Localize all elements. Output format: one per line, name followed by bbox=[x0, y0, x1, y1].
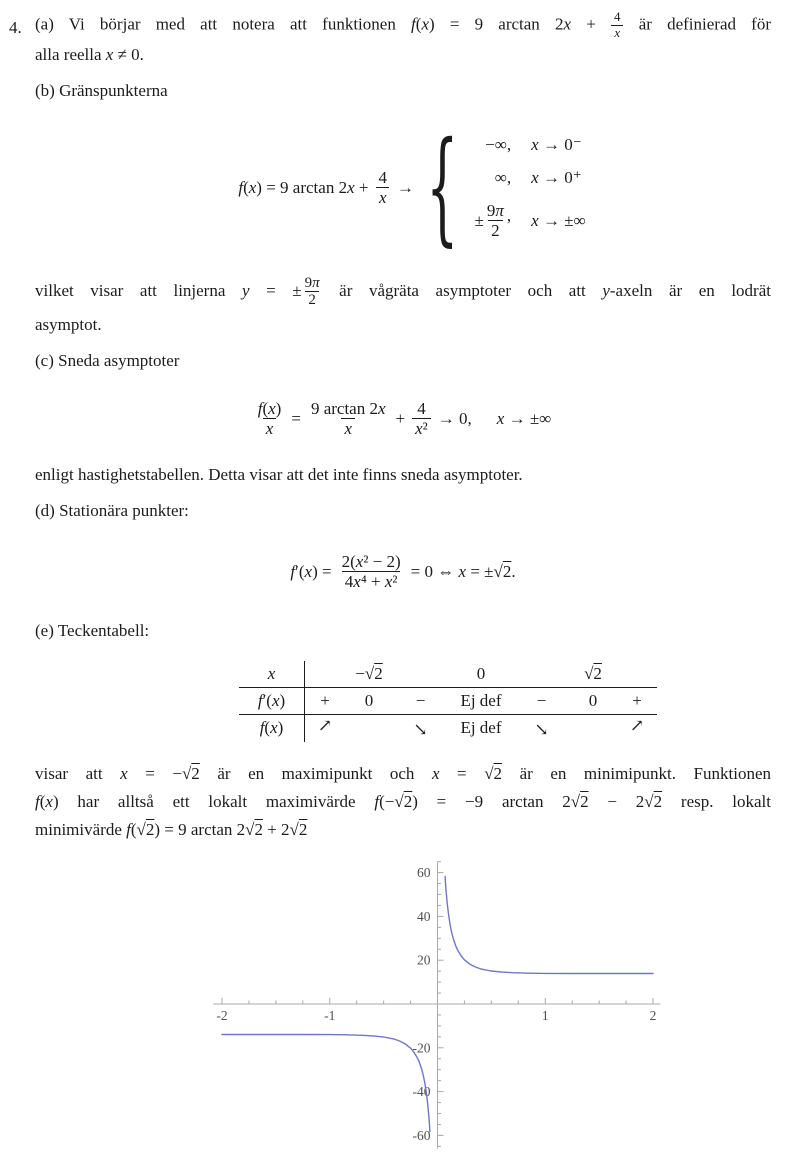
part-c bbox=[35, 347, 771, 489]
fraction-numerator: 9π bbox=[486, 201, 504, 221]
part-e-title: Teckentabell: bbox=[57, 620, 150, 640]
sign-table-cell: f ′( x ) bbox=[239, 688, 305, 715]
case-value bbox=[475, 201, 512, 240]
part-a-line1 bbox=[35, 10, 771, 41]
fraction-9pi-over-2 bbox=[484, 201, 507, 240]
derivative-fraction bbox=[339, 552, 404, 591]
svg-text:40: 40 bbox=[417, 908, 431, 924]
sign-table-cell: + bbox=[305, 688, 345, 715]
limit-arrow: → bbox=[396, 177, 414, 197]
problem-number: 4. bbox=[9, 18, 22, 37]
asymptote-text3: -axeln är en lodrät bbox=[609, 280, 771, 300]
part-e-heading bbox=[35, 617, 771, 645]
asymptote-math1: y = ± bbox=[241, 280, 302, 300]
derivative-rhs: = 0 ⇔ x = ±√2. bbox=[410, 561, 516, 581]
part-a-text2: är definierad för bbox=[638, 14, 772, 34]
part-a-text3: alla reella bbox=[35, 44, 102, 64]
display-fraction-4-over-x bbox=[375, 168, 390, 207]
limit-equation-lhs: f(x) = 9 arctan 2x + bbox=[238, 177, 369, 197]
sign-table-cell: Ej def bbox=[448, 688, 514, 715]
part-d bbox=[35, 497, 771, 605]
slant-asymptote-equation bbox=[35, 387, 771, 451]
fraction-denominator: x bbox=[263, 418, 277, 438]
extrema-line1 bbox=[35, 760, 771, 788]
fraction-denominator: x² bbox=[412, 418, 431, 438]
part-c-title: Sneda asymptoter bbox=[58, 350, 180, 370]
asymptote-text1: vilket visar att linjerna bbox=[35, 280, 226, 300]
fraction-denominator: x bbox=[341, 418, 355, 438]
fraction-denominator: 2 bbox=[488, 220, 503, 240]
limit-cases-equation bbox=[53, 115, 771, 261]
sign-table-cell bbox=[617, 661, 657, 688]
asymptote-line1 bbox=[35, 271, 771, 311]
part-b-label: (b) bbox=[35, 80, 55, 100]
fraction-denominator: x bbox=[376, 187, 390, 207]
function-definition-math: f(x) = 9 arctan 2x + bbox=[411, 14, 596, 34]
sign-table-cell bbox=[393, 661, 448, 688]
part-d-heading bbox=[35, 497, 771, 525]
sign-table-cell bbox=[569, 715, 617, 742]
fraction-denominator: 2 bbox=[305, 291, 319, 309]
part-b bbox=[35, 77, 771, 339]
sign-table bbox=[239, 661, 771, 742]
max-point-math: x = −√2 bbox=[120, 763, 200, 783]
fraction-numerator: 2(x² − 2) bbox=[341, 552, 401, 572]
svg-text:1: 1 bbox=[541, 1007, 549, 1023]
derivative-equation bbox=[35, 539, 771, 605]
decreasing-arrow-icon: ↘ bbox=[534, 720, 549, 740]
inline-fraction-4-over-x bbox=[611, 10, 624, 41]
case-condition: x → 0⁺ bbox=[531, 168, 582, 188]
asymptote-line2: asymptot. bbox=[35, 314, 102, 334]
comma: , bbox=[506, 206, 512, 226]
function-plot-canvas bbox=[170, 858, 715, 1173]
limit-tail: → 0, bbox=[437, 408, 472, 428]
svg-text:-2: -2 bbox=[216, 1007, 228, 1023]
case-value: −∞, bbox=[485, 135, 512, 155]
case-value: ∞, bbox=[494, 168, 512, 188]
svg-text:60: 60 bbox=[417, 864, 431, 880]
part-c-heading bbox=[35, 347, 771, 375]
svg-text:-40: -40 bbox=[412, 1083, 431, 1099]
sign-table-cell: − bbox=[514, 688, 569, 715]
sign-table-cell: Ej def bbox=[460, 718, 502, 738]
limit-condition: x → ±∞ bbox=[496, 408, 552, 428]
fraction-denominator: 4x⁴ + x² bbox=[342, 571, 401, 591]
derivative-lhs: f′(x) = bbox=[290, 561, 332, 581]
horizontal-asymptote-paragraph bbox=[35, 271, 771, 339]
inline-fraction-9pi-over-2 bbox=[302, 275, 323, 310]
extrema-text3: är en minimipunkt. Funktionen bbox=[519, 763, 771, 783]
sign-table-cell: 0 bbox=[345, 688, 393, 715]
part-a-label: (a) bbox=[35, 14, 54, 34]
sign-table-cell: + bbox=[617, 688, 657, 715]
extrema-paragraph bbox=[35, 760, 771, 844]
equals-sign: = bbox=[291, 408, 301, 428]
sign-table-cell: f ( x ) bbox=[239, 715, 305, 742]
svg-text:2: 2 bbox=[649, 1007, 657, 1023]
fraction-numerator: 4 bbox=[378, 168, 387, 188]
min-value-math: f(√2) = 9 arctan 2√2 + 2√2 bbox=[126, 819, 308, 839]
increasing-arrow-icon: ↗ bbox=[629, 716, 645, 736]
part-c-after-text: enligt hastighetstabellen. Detta visar att det inte finns sneda asymptoter. bbox=[35, 464, 523, 484]
fraction-4-over-x2 bbox=[412, 399, 431, 438]
extrema-text5: resp. lokalt bbox=[680, 791, 771, 811]
sign-table-cell bbox=[514, 661, 569, 688]
svg-text:-60: -60 bbox=[412, 1127, 431, 1143]
min-point-math: x = √2 bbox=[431, 763, 503, 783]
sign-table-cell: − bbox=[393, 688, 448, 715]
extrema-line2 bbox=[35, 788, 771, 816]
part-d-label: (d) bbox=[35, 500, 55, 520]
sign-table-cell: 0 bbox=[448, 661, 514, 688]
case-condition: x → ±∞ bbox=[531, 210, 586, 230]
extrema-text2: är en maximipunkt och bbox=[217, 763, 415, 783]
plus-minus-sign: ± bbox=[474, 210, 484, 230]
sign-table-cell: 0 bbox=[569, 688, 617, 715]
limit-cases bbox=[475, 135, 586, 240]
svg-text:-20: -20 bbox=[412, 1040, 431, 1056]
y-variable: y bbox=[602, 280, 610, 300]
extrema-text1: visar att bbox=[35, 763, 103, 783]
part-b-heading bbox=[35, 77, 771, 105]
plus-sign: + bbox=[395, 408, 406, 428]
fraction-arctan-over-x bbox=[308, 399, 389, 438]
fraction-fx-over-x bbox=[255, 399, 285, 438]
part-a-line2 bbox=[35, 41, 771, 69]
part-e-label: (e) bbox=[35, 620, 54, 640]
extrema-text4: har alltså ett lokalt maximivärde bbox=[77, 791, 356, 811]
fraction-numerator: f(x) bbox=[257, 399, 282, 419]
part-c-label: (c) bbox=[35, 350, 54, 370]
fraction-numerator: 4 bbox=[417, 399, 426, 419]
part-a-period: . bbox=[139, 44, 144, 64]
function-plot bbox=[170, 858, 715, 1173]
fraction-numerator: 9π bbox=[304, 274, 320, 291]
fraction-numerator: 4 bbox=[614, 9, 621, 24]
sign-table-cell bbox=[345, 715, 393, 742]
sign-table-cell: x bbox=[239, 661, 305, 688]
part-a bbox=[35, 10, 771, 69]
asymptote-text2: är vågräta asymptoter och att bbox=[339, 280, 586, 300]
sign-table-cell: −√ 2 bbox=[345, 661, 393, 688]
fraction-numerator: 9 arctan 2x bbox=[310, 399, 386, 419]
svg-text:20: 20 bbox=[417, 952, 431, 968]
extrema-line3 bbox=[35, 816, 771, 844]
cases-brace: { bbox=[426, 116, 459, 260]
max-value-math: f(−√2) = −9 arctan 2√2 − 2√2 bbox=[374, 791, 663, 811]
fraction-denominator: x bbox=[611, 25, 623, 41]
svg-text:-1: -1 bbox=[324, 1007, 336, 1023]
increasing-arrow-icon: ↗ bbox=[317, 716, 333, 736]
sign-table-cell bbox=[305, 661, 345, 688]
part-e bbox=[35, 617, 771, 844]
sign-table-cell: √ 2 bbox=[569, 661, 617, 688]
domain-condition-math: x ≠ 0 bbox=[105, 44, 140, 64]
fx-math: f(x) bbox=[35, 791, 59, 811]
extrema-text6: minimivärde bbox=[35, 819, 122, 839]
part-a-text1: Vi börjar med att notera att funktionen bbox=[68, 14, 396, 34]
part-b-title: Gränspunkterna bbox=[59, 80, 168, 100]
decreasing-arrow-icon: ↘ bbox=[413, 720, 428, 740]
case-condition: x → 0⁻ bbox=[531, 135, 582, 155]
part-d-title: Stationära punkter: bbox=[59, 500, 189, 520]
